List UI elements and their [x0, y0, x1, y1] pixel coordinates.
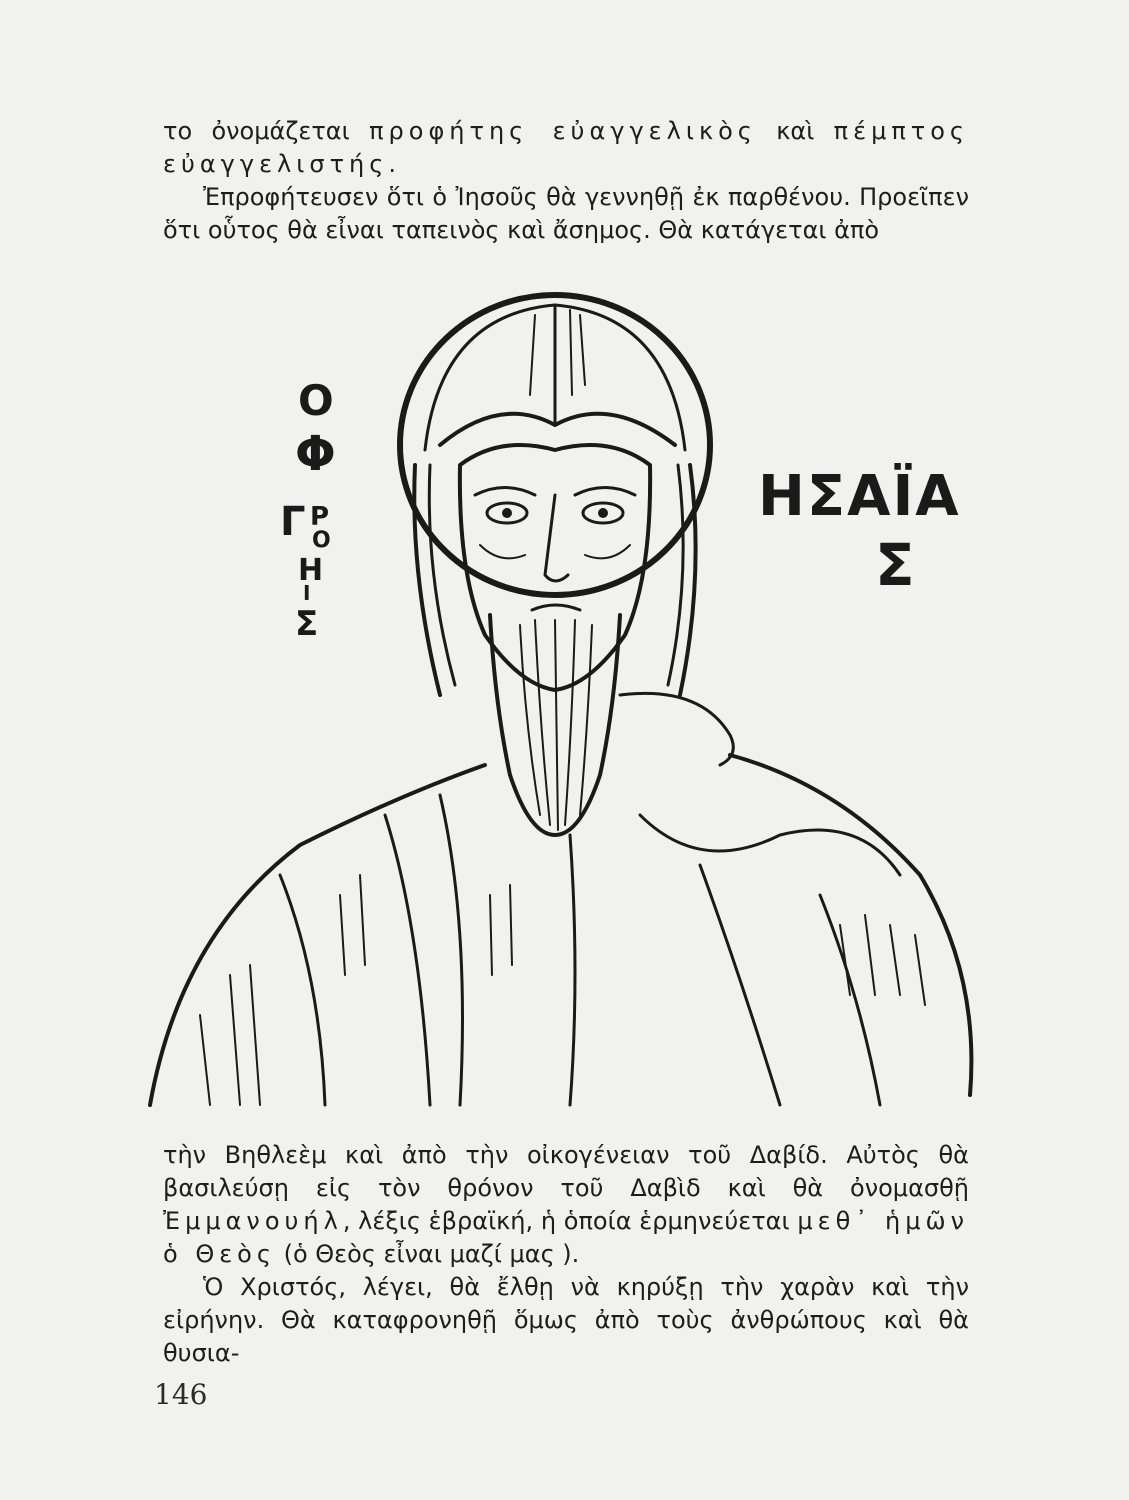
spaced-phrase-evangelist: πέμπτος εὐαγγελιστής: [163, 117, 970, 178]
beard: [490, 605, 733, 835]
inscription-tail: Σ: [875, 531, 915, 599]
inscription-letter: Σ: [295, 604, 319, 644]
spaced-phrase-god-with-us: μεθ᾽ ἡμῶν ὁ Θεὸς: [163, 1207, 970, 1268]
inscription-left: [280, 376, 336, 644]
inscription-name: ΗΣΑΪΑ: [758, 464, 961, 529]
paragraph-2: Ἐπροφήτευσεν ὅτι ὁ Ἰησοῦς θὰ γεννηθῇ ἐκ παρθένου. Προεῖπεν ὅτι οὗτος θὰ εἶναι ταπεινὸς καὶ ἄσημος. Θὰ κατάγεται ἀπὸ: [163, 183, 969, 244]
inscription-letter: Ρ: [310, 502, 330, 532]
spaced-phrase-prophet: προφήτης εὐαγγελικὸς: [369, 117, 757, 145]
text-run: καὶ: [756, 117, 834, 145]
inscription-right: [758, 462, 961, 599]
top-text-block: [163, 115, 969, 247]
inscription-letter: Γ: [280, 499, 306, 545]
inscription-letter: Η: [298, 553, 324, 588]
text-run: τὴν Βηθλεὲμ καὶ ἀπὸ τὴν οἰκογένειαν τοῦ Δαβίδ. Αὐτὸς θὰ βασιλεύσῃ εἰς τὸν θρόνον τοῦ Δαβὶδ καὶ θὰ ὀνομασθῇ: [163, 1141, 969, 1202]
spaced-word-emmanuel: Ἐμμανουήλ: [163, 1207, 343, 1235]
prophet-isaiah-illustration: [140, 275, 990, 1125]
inscription-letter: Ο: [298, 376, 334, 425]
paragraph-4: Ὁ Χριστός, λέγει, θὰ ἔλθῃ νὰ κηρύξῃ τὴν χαρὰν καὶ τὴν εἰρήνην. Θὰ καταφρονηθῇ ὅμως ἀπὸ τοὺς ἀνθρώπους καὶ θὰ θυσια-: [163, 1273, 969, 1367]
paragraph-1: [163, 115, 969, 181]
page-number: 146: [154, 1378, 208, 1411]
bottom-text-block: [163, 1139, 969, 1370]
paragraph-3: [163, 1139, 969, 1271]
inscription-letter: Φ: [295, 426, 336, 482]
inscription-letter: Ι: [303, 581, 311, 605]
garment: [150, 755, 971, 1105]
text-run: , λέξις ἑβραϊκή, ἡ ὁποία ἑρμηνεύεται: [342, 1207, 798, 1235]
text-run: το ὀνομάζεται: [163, 117, 370, 145]
text-run: (ὁ Θεὸς εἶναι μαζί μας ).: [275, 1240, 580, 1268]
text-run: .: [388, 150, 396, 178]
inscription-letter: Ο: [312, 528, 331, 553]
halo: [400, 295, 710, 595]
